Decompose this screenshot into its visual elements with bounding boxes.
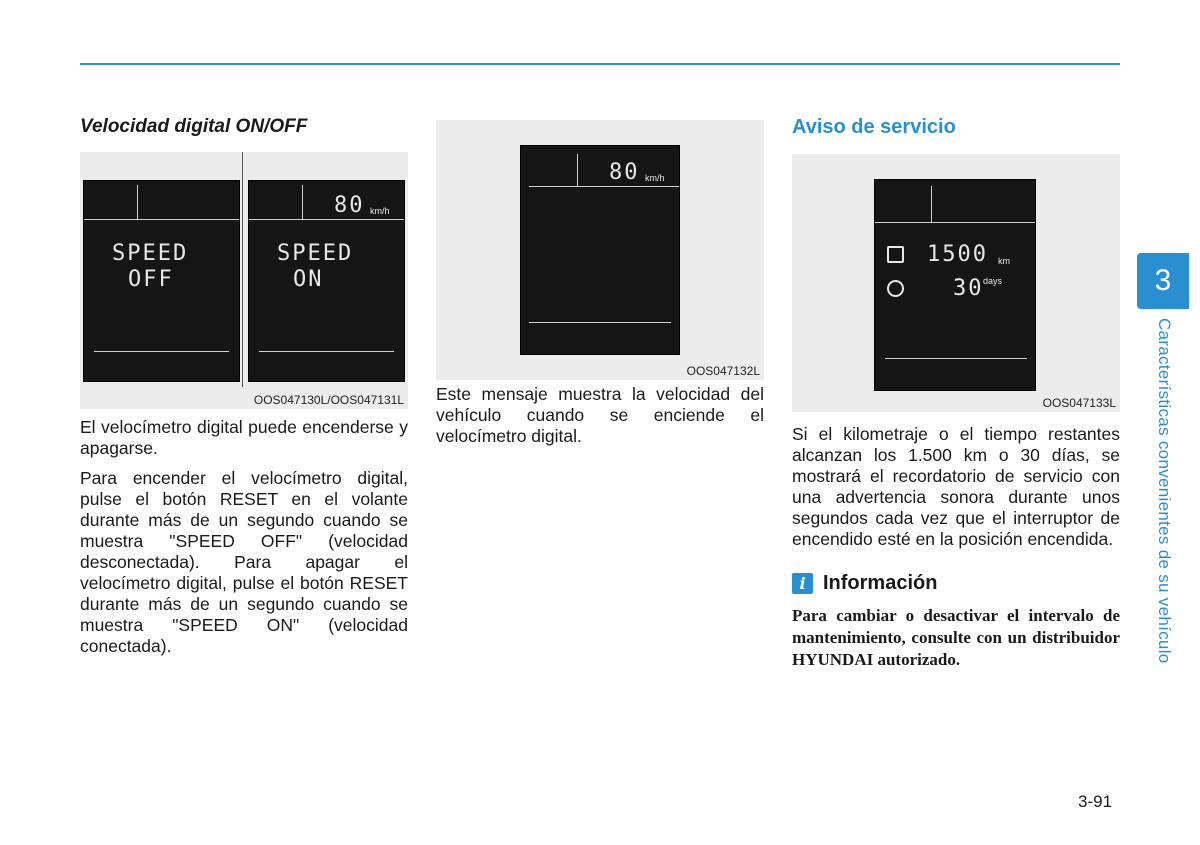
lcd-days-unit: days bbox=[983, 276, 1003, 286]
lcd-screen-service bbox=[874, 179, 1036, 391]
info-header bbox=[792, 572, 1120, 595]
lcd-speed-on-line1: SPEED bbox=[277, 241, 354, 266]
figure-speed-display bbox=[436, 120, 764, 380]
paragraph-service: Si el kilometraje o el tiempo restantes alcanzan los 1.500 km o 30 días, se mostrará el recordatorio de servicio con una advertencia sonora durante unos segundos cada vez que el interruptor de encendido esté en la posición encendida. bbox=[792, 424, 1120, 549]
lcd-screen-speed-off bbox=[83, 180, 240, 382]
lcd-distance-unit: km bbox=[998, 256, 1010, 266]
info-icon: i bbox=[792, 573, 813, 594]
lcd-speed-on-value: 80 bbox=[334, 193, 365, 218]
figure-speed-on-off bbox=[80, 152, 408, 409]
lcd-speed-value: 80 bbox=[609, 160, 640, 185]
figure-divider bbox=[242, 152, 243, 387]
right-column bbox=[792, 110, 1120, 671]
paragraph-speed-message: Este mensaje muestra la velocidad del vehículo cuando se enciende el velocímetro digital. bbox=[436, 384, 764, 446]
chapter-label: Características convenientes de su vehículo bbox=[1155, 318, 1174, 664]
info-text: Para cambiar o desactivar el intervalo de mantenimiento, consulte con un distribuidor HYUNDAI autorizado. bbox=[792, 606, 1120, 669]
lcd-days-value: 30 bbox=[953, 276, 984, 301]
paragraph-intro: El velocímetro digital puede encenderse y apagarse. bbox=[80, 417, 408, 458]
lcd-distance-value: 1500 bbox=[927, 242, 988, 267]
figure-caption: OOS047132L bbox=[686, 364, 760, 378]
info-title: Información bbox=[823, 572, 938, 594]
figure-caption: OOS047130L/OOS047131L bbox=[253, 393, 404, 407]
lcd-speed-unit: km/h bbox=[645, 173, 665, 183]
middle-column bbox=[436, 120, 764, 456]
figure-service-reminder bbox=[792, 154, 1120, 412]
section-title-digital-speed: Velocidad digital ON/OFF bbox=[80, 116, 308, 137]
figure-caption: OOS047133L bbox=[1042, 396, 1116, 410]
lcd-speed-on-unit: km/h bbox=[370, 206, 390, 216]
header-rule bbox=[80, 63, 1120, 65]
left-column bbox=[80, 110, 408, 666]
lcd-screen-speed bbox=[520, 145, 680, 355]
lcd-speed-off-line2: OFF bbox=[128, 267, 174, 292]
chapter-tab: 3 bbox=[1137, 253, 1189, 309]
lcd-speed-on-line2: ON bbox=[293, 267, 324, 292]
lcd-screen-speed-on bbox=[248, 180, 405, 382]
section-title-service: Aviso de servicio bbox=[792, 116, 956, 138]
paragraph-instructions: Para encender el velocímetro digital, pulse el botón RESET en el volante durante más de un segundo cuando se muestra "SPEED OFF" (velocidad desconectada). Para apagar el velocímetro digital, pulse el botón RESET durante más de un segundo cuando se muestra "SPEED ON" (velocidad conectada). bbox=[80, 468, 408, 656]
lcd-speed-off-line1: SPEED bbox=[112, 241, 189, 266]
wrench-icon bbox=[887, 246, 904, 263]
timer-icon bbox=[887, 280, 904, 297]
page-number: 3-91 bbox=[1078, 792, 1113, 811]
